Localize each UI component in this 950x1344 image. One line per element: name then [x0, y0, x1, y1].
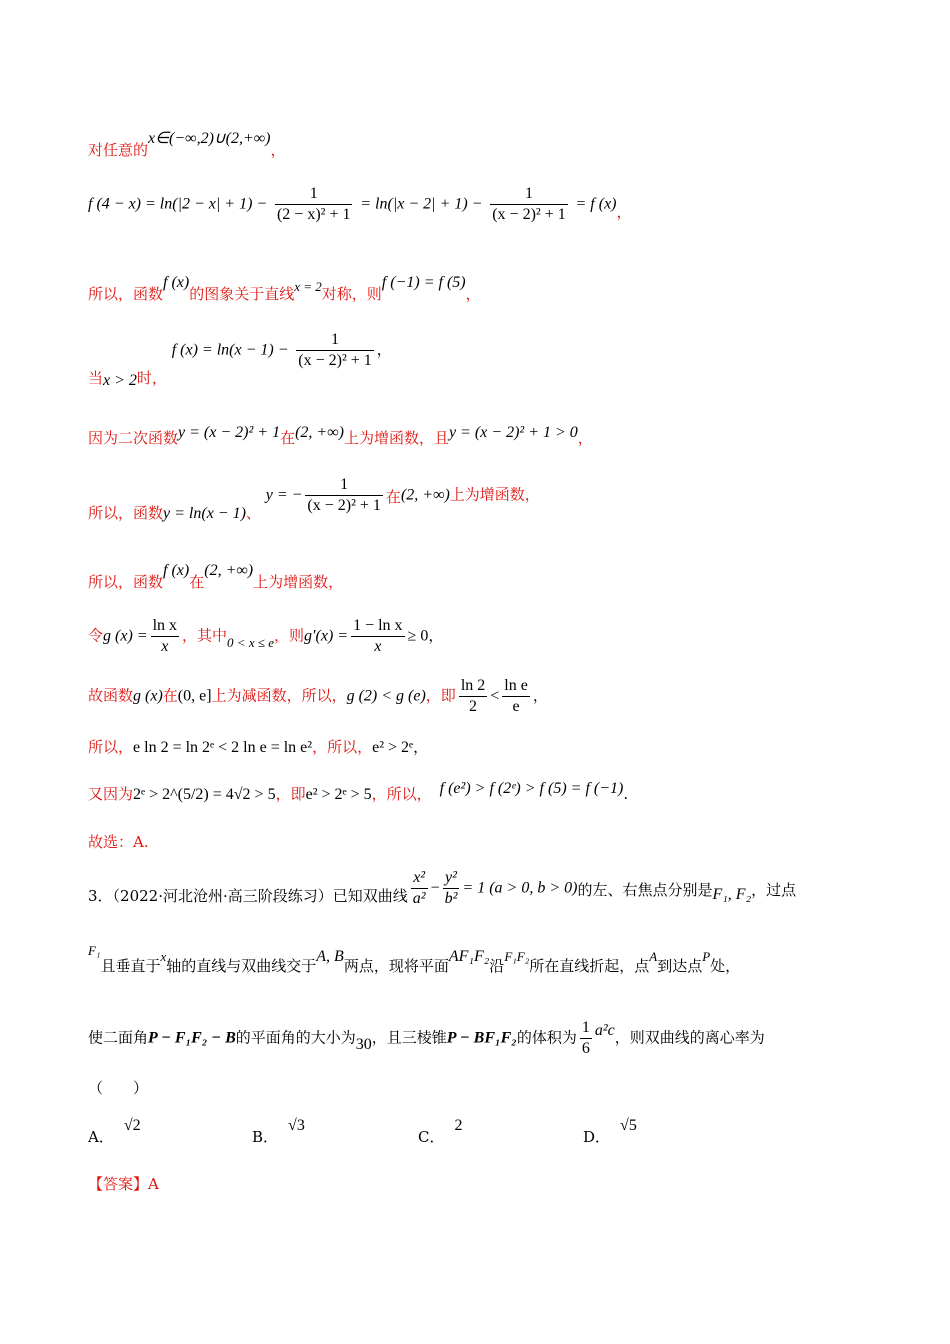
- solution-line-9: [88, 676, 548, 717]
- numerator: x²: [411, 868, 428, 889]
- math-interval: (2, +∞): [400, 486, 450, 504]
- math-expr: f (x): [163, 274, 190, 291]
- answer-text: 【答案】A: [88, 1175, 159, 1193]
- text: 故选：A.: [88, 833, 149, 851]
- text: ，过点: [751, 880, 797, 899]
- math-expr: F₁F₂: [504, 949, 530, 964]
- solution-line-10: [88, 737, 428, 758]
- text: ，即: [425, 686, 456, 705]
- solution-line-6: [88, 475, 540, 522]
- text: 在: [189, 573, 205, 591]
- text: ，: [616, 202, 632, 221]
- math-expr: y = (x − 2)² + 1 > 0: [448, 424, 578, 441]
- math-expr: g (2) < g (e): [346, 687, 426, 705]
- math-expr: g (x): [133, 687, 163, 705]
- math-expr: = f (x): [575, 195, 617, 213]
- text: ，: [465, 285, 481, 303]
- text: 对任意的: [88, 141, 149, 159]
- math-expr: f (e²) > f (2ᵉ) > f (5) = f (−1): [439, 780, 624, 797]
- solution-line-11: [88, 780, 629, 805]
- denominator: (x − 2)² + 1: [492, 206, 566, 223]
- text: 当: [88, 368, 104, 387]
- problem-source: （2022·河北沧州·高三阶段练习）已知双曲线: [112, 886, 408, 905]
- math-expr: P: [702, 949, 711, 964]
- text: 的图象关于直线: [189, 285, 295, 303]
- solution-line-3: [88, 274, 481, 305]
- text: 对称，则: [321, 285, 382, 303]
- problem-number: 3．: [88, 886, 113, 905]
- math-expr: e ln 2 = ln 2ᵉ < 2 ln e = ln e²: [133, 739, 313, 756]
- text: 所以，函数: [88, 285, 164, 303]
- fraction: [305, 475, 383, 516]
- math-interval: (0, e]: [177, 687, 212, 705]
- numerator: 1: [490, 184, 568, 205]
- text: 使二面角: [88, 1028, 149, 1047]
- denominator: 6: [581, 1040, 590, 1057]
- text: ，则: [274, 626, 305, 645]
- text: ，: [532, 686, 548, 705]
- text: ，所以，: [312, 738, 373, 756]
- math-expr: f (−1) = f (5): [381, 274, 466, 291]
- math-interval: (2, +∞): [295, 424, 344, 441]
- text: 在: [162, 686, 178, 705]
- text: 上为增函数，且: [343, 429, 449, 447]
- text: （ ）: [88, 1079, 149, 1097]
- denominator: b²: [444, 890, 458, 907]
- text: .: [623, 785, 629, 803]
- math-expr: 30: [355, 1035, 372, 1053]
- text: 时，: [136, 368, 167, 387]
- text: 在: [280, 429, 296, 447]
- math-expr: <: [490, 687, 500, 705]
- math-expr: e² > 2ᵉ > 5: [305, 786, 372, 803]
- option-c[interactable]: [418, 1117, 463, 1146]
- numerator: 1 − ln x: [351, 616, 404, 637]
- text: 轴的直线与双曲线交于: [166, 957, 317, 975]
- problem-3-line-3: [88, 1018, 765, 1059]
- math-expr: f (4 − x) = ln(|2 − x| + 1) −: [88, 195, 268, 213]
- math-expr: f (x): [163, 562, 190, 579]
- denominator: (x − 2)² + 1: [307, 497, 381, 514]
- text: 处，: [710, 957, 741, 975]
- denominator: 2: [469, 698, 478, 715]
- math-expr: x: [160, 949, 167, 964]
- text: ，且三棱锥: [371, 1028, 447, 1047]
- fraction: [296, 330, 374, 371]
- text: 所在直线折起，点: [529, 957, 650, 975]
- math-expr: x > 2: [103, 371, 137, 389]
- math-expr: y = (x − 2)² + 1: [178, 424, 281, 441]
- text: 上为增函数，: [253, 573, 344, 591]
- answer-line: [88, 1174, 159, 1194]
- text: 所以，函数: [88, 573, 164, 591]
- numerator: 1: [296, 330, 374, 351]
- option-label: C．: [418, 1128, 445, 1146]
- fraction: [151, 616, 179, 657]
- fraction: [275, 184, 353, 225]
- fraction: [502, 676, 530, 717]
- math-expr: AF₁F₂: [448, 948, 490, 965]
- denominator: (x − 2)² + 1: [298, 352, 372, 369]
- fraction: [351, 616, 404, 657]
- denominator: x: [161, 638, 169, 655]
- math-expr: −: [430, 879, 440, 897]
- text: 的体积为: [516, 1028, 577, 1047]
- text: ，其中: [182, 626, 228, 645]
- text: 因为二次函数: [88, 429, 179, 447]
- solution-line-2: [88, 184, 632, 225]
- text: 的左、右焦点分别是: [577, 880, 713, 899]
- option-label: A．: [88, 1128, 114, 1146]
- text: ，: [428, 626, 444, 645]
- option-value: 2: [454, 1117, 463, 1134]
- math-expr: P − BF₁F₂: [446, 1029, 517, 1047]
- text: 两点，现将平面: [343, 957, 449, 975]
- text: 上为增函数，: [449, 485, 540, 504]
- solution-line-12: [88, 832, 149, 852]
- text: 且垂直于: [100, 957, 161, 975]
- text: 到达点: [657, 957, 703, 975]
- option-b[interactable]: [252, 1117, 305, 1146]
- text: 所以，: [88, 738, 134, 756]
- solution-line-4: [88, 330, 392, 389]
- text: ，: [413, 738, 429, 756]
- math-expr: y = ln(x − 1): [163, 504, 246, 522]
- option-d[interactable]: [583, 1117, 637, 1146]
- fraction: [459, 676, 487, 717]
- math-set: x∈(−∞,2)∪(2,+∞): [148, 130, 271, 147]
- denominator: e: [512, 698, 520, 715]
- denominator: (2 − x)² + 1: [276, 206, 351, 223]
- solution-line-5: [88, 424, 593, 449]
- numerator: 1: [580, 1018, 592, 1039]
- math-expr: 2ᵉ > 2^(5/2) = 4√2 > 5: [133, 786, 276, 803]
- problem-3-line-2: [88, 943, 741, 975]
- numerator: ln e: [502, 676, 530, 697]
- text: 所以，函数: [88, 503, 164, 522]
- text: 、: [245, 503, 261, 522]
- denominator: x: [374, 638, 382, 655]
- math-expr: e² > 2ᵉ: [372, 739, 414, 756]
- answer-blank: [88, 1078, 148, 1098]
- numerator: 1: [305, 475, 383, 496]
- fraction: [411, 868, 428, 909]
- text: ，: [577, 429, 593, 447]
- solution-line-7: [88, 562, 344, 593]
- math-expr: P − F₁F₂ − B: [148, 1029, 236, 1047]
- option-a[interactable]: [88, 1117, 141, 1146]
- text: ，: [270, 141, 286, 159]
- text: 故函数: [88, 686, 134, 705]
- problem-3-line-1: [88, 868, 796, 909]
- solution-line-1: [88, 130, 286, 161]
- math-expr: x = 2: [294, 279, 322, 294]
- math-expr: a²c: [594, 1021, 615, 1039]
- math-interval: (2, +∞): [204, 562, 254, 579]
- math-expr: g′(x) =: [304, 627, 349, 645]
- text: 又因为: [88, 785, 134, 803]
- text: 的平面角的大小为: [235, 1028, 356, 1047]
- math-expr: g (x) =: [103, 627, 148, 645]
- math-expr: = ln(|x − 2| + 1) −: [360, 195, 483, 213]
- math-expr: F₁, F₂: [712, 885, 752, 903]
- math-expr: f (x) = ln(x − 1) −: [171, 341, 289, 359]
- math-expr: A: [649, 949, 658, 964]
- text: ，即: [275, 785, 306, 803]
- text: ，所以，: [371, 785, 432, 803]
- option-value: √5: [620, 1117, 637, 1134]
- fraction: [490, 184, 568, 225]
- text: 上为减函数，所以，: [211, 686, 347, 705]
- numerator: 1: [275, 184, 353, 205]
- fraction: [443, 868, 460, 909]
- option-label: B．: [252, 1128, 279, 1146]
- denominator: a²: [412, 890, 426, 907]
- option-value: √2: [123, 1117, 141, 1134]
- solution-line-8: [88, 616, 443, 657]
- numerator: y²: [443, 868, 460, 889]
- text: 令: [88, 626, 104, 645]
- math-expr: = 1 (a > 0, b > 0): [462, 879, 578, 897]
- math-expr: 0 < x ≤ e: [227, 634, 274, 650]
- math-expr: A, B: [316, 948, 344, 965]
- option-label: D．: [583, 1128, 611, 1146]
- math-expr: y = −: [265, 486, 303, 504]
- math-expr: ≥ 0: [407, 627, 429, 645]
- math-expr: F₁: [88, 943, 101, 958]
- text: 沿: [489, 957, 505, 975]
- text: ，: [376, 340, 392, 359]
- text: ，则双曲线的离心率为: [614, 1028, 765, 1047]
- text: 在: [385, 487, 401, 506]
- numerator: ln 2: [459, 676, 487, 697]
- option-value: √3: [288, 1117, 305, 1134]
- fraction: [580, 1018, 592, 1059]
- numerator: ln x: [151, 616, 179, 637]
